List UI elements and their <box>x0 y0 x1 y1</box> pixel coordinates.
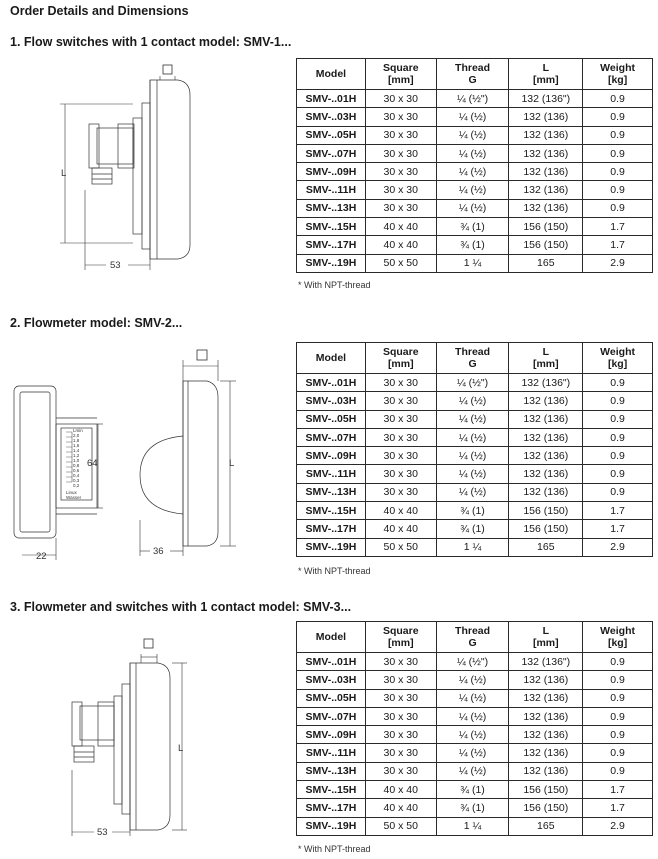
table-cell: 156 (150) <box>509 799 583 817</box>
table-row <box>297 410 653 428</box>
table-cell: 40 x 40 <box>365 236 436 254</box>
table-cell: 132 (136) <box>509 762 583 780</box>
table-row <box>297 181 653 199</box>
table-cell: 132 (136) <box>509 447 583 465</box>
table-cell: 132 (136) <box>509 483 583 501</box>
model-cell: SMV-..13H <box>297 483 366 501</box>
model-cell: SMV-..07H <box>297 428 366 446</box>
model-cell: SMV-..15H <box>297 218 366 236</box>
svg-text:0,4: 0,4 <box>73 473 80 478</box>
table-row <box>297 392 653 410</box>
spec-table-3 <box>296 621 653 836</box>
table-cell: 1.7 <box>583 781 653 799</box>
table-cell: 30 x 30 <box>365 653 436 671</box>
table-cell: ¼ (½) <box>436 410 509 428</box>
table-cell: 30 x 30 <box>365 199 436 217</box>
table-cell: 30 x 30 <box>365 163 436 181</box>
table-cell: 156 (150) <box>509 218 583 236</box>
table-row <box>297 126 653 144</box>
table-cell: ¼ (½) <box>436 428 509 446</box>
column-header: Thread G <box>436 343 509 374</box>
table-row <box>297 653 653 671</box>
table-cell: 0.9 <box>583 392 653 410</box>
table-cell: 30 x 30 <box>365 671 436 689</box>
table-cell: 50 x 50 <box>365 817 436 835</box>
table-cell: ¾ (1) <box>436 520 509 538</box>
table-cell: ¼ (½) <box>436 671 509 689</box>
svg-text:1,0: 1,0 <box>73 458 80 463</box>
table-cell: 40 x 40 <box>365 781 436 799</box>
table-cell: 0.9 <box>583 447 653 465</box>
table-cell: 0.9 <box>583 90 653 108</box>
table-cell: ¼ (½) <box>436 126 509 144</box>
table-cell: 30 x 30 <box>365 447 436 465</box>
model-cell: SMV-..03H <box>297 671 366 689</box>
table-cell: 1 ¼ <box>436 817 509 835</box>
column-header: Square [mm] <box>365 59 436 90</box>
table-cell: 40 x 40 <box>365 218 436 236</box>
column-header: L [mm] <box>509 622 583 653</box>
table-row <box>297 671 653 689</box>
dim-width-label-3: 53 <box>97 827 108 838</box>
dim-height-label: 64 <box>87 458 98 469</box>
spec-table-2 <box>296 342 653 557</box>
table-row <box>297 218 653 236</box>
table-cell: ¼ (½) <box>436 744 509 762</box>
column-header: Model <box>297 622 366 653</box>
table-cell: 0.9 <box>583 199 653 217</box>
table-cell: 0.9 <box>583 465 653 483</box>
table-cell: 50 x 50 <box>365 254 436 272</box>
table-cell: 50 x 50 <box>365 538 436 556</box>
table-row <box>297 199 653 217</box>
table-cell: ¼ (½) <box>436 689 509 707</box>
table-cell: ¾ (1) <box>436 781 509 799</box>
svg-text:0,2: 0,2 <box>73 483 80 488</box>
table-cell: 156 (150) <box>509 502 583 520</box>
table-header-row <box>297 59 653 90</box>
table-cell: ¼ (½) <box>436 707 509 725</box>
model-cell: SMV-..17H <box>297 520 366 538</box>
table-cell: 132 (136) <box>509 707 583 725</box>
table-cell: ¼ (½) <box>436 465 509 483</box>
table-cell: 0.9 <box>583 144 653 162</box>
table-cell: ¾ (1) <box>436 799 509 817</box>
table-cell: 165 <box>509 538 583 556</box>
table-cell: 40 x 40 <box>365 502 436 520</box>
table-row <box>297 163 653 181</box>
column-header: Thread G <box>436 59 509 90</box>
table-cell: 30 x 30 <box>365 726 436 744</box>
table-cell: 30 x 30 <box>365 483 436 501</box>
dim-length-label-2: L <box>229 458 235 469</box>
table-cell: 1.7 <box>583 799 653 817</box>
table-cell: 0.9 <box>583 707 653 725</box>
table-header-row <box>297 622 653 653</box>
column-header: Model <box>297 343 366 374</box>
model-cell: SMV-..11H <box>297 465 366 483</box>
svg-text:1,2: 1,2 <box>73 453 80 458</box>
table-cell: 30 x 30 <box>365 410 436 428</box>
column-header: Weight [kg] <box>583 343 653 374</box>
model-cell: SMV-..15H <box>297 781 366 799</box>
table-row <box>297 236 653 254</box>
table-cell: 30 x 30 <box>365 374 436 392</box>
table-cell: 132 (136) <box>509 671 583 689</box>
table-cell: 132 (136) <box>509 163 583 181</box>
column-header: L [mm] <box>509 59 583 90</box>
column-header: Square [mm] <box>365 622 436 653</box>
table-cell: 132 (136) <box>509 410 583 428</box>
column-header: L [mm] <box>509 343 583 374</box>
table-cell: 132 (136) <box>509 392 583 410</box>
table-row <box>297 465 653 483</box>
model-cell: SMV-..15H <box>297 502 366 520</box>
table-cell: 156 (150) <box>509 520 583 538</box>
table-row <box>297 502 653 520</box>
table-cell: 30 x 30 <box>365 689 436 707</box>
table-cell: 30 x 30 <box>365 392 436 410</box>
table-cell: ¼ (½) <box>436 483 509 501</box>
table-cell: ¼ (½) <box>436 108 509 126</box>
table-row <box>297 707 653 725</box>
column-header: Model <box>297 59 366 90</box>
table-cell: 0.9 <box>583 671 653 689</box>
table-cell: 1.7 <box>583 236 653 254</box>
table-cell: 132 (136) <box>509 144 583 162</box>
svg-text:0,8: 0,8 <box>73 463 80 468</box>
model-cell: SMV-..09H <box>297 726 366 744</box>
dim-side-width-label: 36 <box>153 546 164 557</box>
table-cell: 0.9 <box>583 726 653 744</box>
table-cell: 30 x 30 <box>365 126 436 144</box>
table-cell: 0.9 <box>583 410 653 428</box>
model-cell: SMV-..07H <box>297 144 366 162</box>
model-cell: SMV-..07H <box>297 707 366 725</box>
section-1-heading: 1. Flow switches with 1 contact model: SMV-1... <box>10 35 292 49</box>
model-cell: SMV-..01H <box>297 653 366 671</box>
table-cell: 0.9 <box>583 126 653 144</box>
npt-footnote-3: * With NPT-thread <box>298 844 371 854</box>
table-cell: 0.9 <box>583 483 653 501</box>
table-cell: ¼ (½) <box>436 392 509 410</box>
section-3-heading: 3. Flowmeter and switches with 1 contact model: SMV-3... <box>10 600 352 614</box>
model-cell: SMV-..01H <box>297 90 366 108</box>
model-cell: SMV-..19H <box>297 817 366 835</box>
table-cell: 30 x 30 <box>365 181 436 199</box>
drawing-flowmeter-switch <box>0 0 300 859</box>
table-cell: 132 (136) <box>509 199 583 217</box>
model-cell: SMV-..11H <box>297 181 366 199</box>
table-cell: 165 <box>509 254 583 272</box>
table-cell: 132 (136") <box>509 374 583 392</box>
table-cell: 0.9 <box>583 163 653 181</box>
table-cell: 2.9 <box>583 817 653 835</box>
table-cell: 30 x 30 <box>365 428 436 446</box>
table-cell: 30 x 30 <box>365 465 436 483</box>
model-cell: SMV-..13H <box>297 762 366 780</box>
svg-text:0,6: 0,6 <box>73 468 80 473</box>
table-cell: 132 (136) <box>509 726 583 744</box>
model-cell: SMV-..11H <box>297 744 366 762</box>
table-cell: ¼ (½) <box>436 144 509 162</box>
table-cell: ¼ (½") <box>436 90 509 108</box>
dim-length-label-3: L <box>178 743 184 754</box>
table-cell: 1 ¼ <box>436 254 509 272</box>
svg-text:1,4: 1,4 <box>73 448 80 453</box>
column-header: Square [mm] <box>365 343 436 374</box>
column-header: Thread G <box>436 622 509 653</box>
table-cell: 2.9 <box>583 538 653 556</box>
table-cell: 132 (136) <box>509 689 583 707</box>
table-cell: 132 (136) <box>509 181 583 199</box>
model-cell: SMV-..05H <box>297 126 366 144</box>
table-cell: ¾ (1) <box>436 236 509 254</box>
page-title: Order Details and Dimensions <box>10 4 189 18</box>
npt-footnote-1: * With NPT-thread <box>298 280 371 290</box>
table-row <box>297 726 653 744</box>
table-cell: 2.9 <box>583 254 653 272</box>
model-cell: SMV-..09H <box>297 447 366 465</box>
table-row <box>297 689 653 707</box>
table-cell: 30 x 30 <box>365 108 436 126</box>
dim-front-width-label: 22 <box>36 551 47 562</box>
table-cell: 156 (150) <box>509 781 583 799</box>
model-cell: SMV-..17H <box>297 236 366 254</box>
table-cell: ¼ (½") <box>436 374 509 392</box>
model-cell: SMV-..19H <box>297 538 366 556</box>
table-cell: 40 x 40 <box>365 799 436 817</box>
table-cell: 30 x 30 <box>365 762 436 780</box>
table-cell: 30 x 30 <box>365 707 436 725</box>
flowmeter-switch-outline <box>72 663 170 830</box>
table-cell: 0.9 <box>583 428 653 446</box>
model-cell: SMV-..19H <box>297 254 366 272</box>
table-row <box>297 90 653 108</box>
table-cell: ¼ (½) <box>436 762 509 780</box>
svg-text:2,0: 2,0 <box>73 433 80 438</box>
table-cell: 132 (136) <box>509 465 583 483</box>
table-cell: ¼ (½) <box>436 199 509 217</box>
dim-length-label: L <box>61 168 67 179</box>
dim-width-label: 53 <box>110 260 121 271</box>
table-cell: 0.9 <box>583 689 653 707</box>
svg-text:Lmin: Lmin <box>73 428 83 433</box>
model-cell: SMV-..17H <box>297 799 366 817</box>
table-row <box>297 781 653 799</box>
table-cell: 132 (136") <box>509 90 583 108</box>
table-cell: 0.9 <box>583 744 653 762</box>
model-cell: SMV-..13H <box>297 199 366 217</box>
table-row <box>297 538 653 556</box>
table-row <box>297 762 653 780</box>
table-row <box>297 144 653 162</box>
section-2-heading: 2. Flowmeter model: SMV-2... <box>10 316 183 330</box>
model-cell: SMV-..03H <box>297 108 366 126</box>
table-cell: ¼ (½") <box>436 653 509 671</box>
table-row <box>297 108 653 126</box>
table-row <box>297 817 653 835</box>
table-cell: 40 x 40 <box>365 520 436 538</box>
square-symbol <box>144 639 153 648</box>
table-row <box>297 744 653 762</box>
spec-table-1 <box>296 58 653 273</box>
table-cell: 156 (150) <box>509 236 583 254</box>
table-cell: ¼ (½) <box>436 447 509 465</box>
table-row <box>297 520 653 538</box>
model-cell: SMV-..05H <box>297 410 366 428</box>
table-row <box>297 447 653 465</box>
table-cell: ¼ (½) <box>436 726 509 744</box>
table-cell: 1.7 <box>583 520 653 538</box>
table-cell: 0.9 <box>583 181 653 199</box>
table-cell: ¼ (½) <box>436 163 509 181</box>
table-cell: 132 (136) <box>509 126 583 144</box>
table-cell: ¾ (1) <box>436 502 509 520</box>
column-header: Weight [kg] <box>583 622 653 653</box>
table-cell: 132 (136) <box>509 744 583 762</box>
table-cell: 0.9 <box>583 108 653 126</box>
model-cell: SMV-..05H <box>297 689 366 707</box>
svg-text:Linux: Linux <box>66 490 77 495</box>
table-cell: 0.9 <box>583 653 653 671</box>
table-cell: ¾ (1) <box>436 218 509 236</box>
table-cell: 1 ¼ <box>436 538 509 556</box>
table-cell: 30 x 30 <box>365 90 436 108</box>
npt-footnote-2: * With NPT-thread <box>298 566 371 576</box>
table-cell: ¼ (½) <box>436 181 509 199</box>
svg-text:1,6: 1,6 <box>73 443 80 448</box>
model-cell: SMV-..03H <box>297 392 366 410</box>
table-row <box>297 483 653 501</box>
table-cell: 132 (136") <box>509 653 583 671</box>
model-cell: SMV-..01H <box>297 374 366 392</box>
svg-text:Wasser: Wasser <box>66 495 82 500</box>
table-row <box>297 254 653 272</box>
table-cell: 1.7 <box>583 218 653 236</box>
table-header-row <box>297 343 653 374</box>
model-cell: SMV-..09H <box>297 163 366 181</box>
table-cell: 0.9 <box>583 762 653 780</box>
table-cell: 30 x 30 <box>365 144 436 162</box>
table-cell: 0.9 <box>583 374 653 392</box>
svg-text:1,8: 1,8 <box>73 438 80 443</box>
table-cell: 132 (136) <box>509 108 583 126</box>
table-cell: 1.7 <box>583 502 653 520</box>
table-cell: 30 x 30 <box>365 744 436 762</box>
table-row <box>297 428 653 446</box>
table-row <box>297 799 653 817</box>
column-header: Weight [kg] <box>583 59 653 90</box>
table-cell: 132 (136) <box>509 428 583 446</box>
table-row <box>297 374 653 392</box>
svg-text:0,3: 0,3 <box>73 478 80 483</box>
table-cell: 165 <box>509 817 583 835</box>
